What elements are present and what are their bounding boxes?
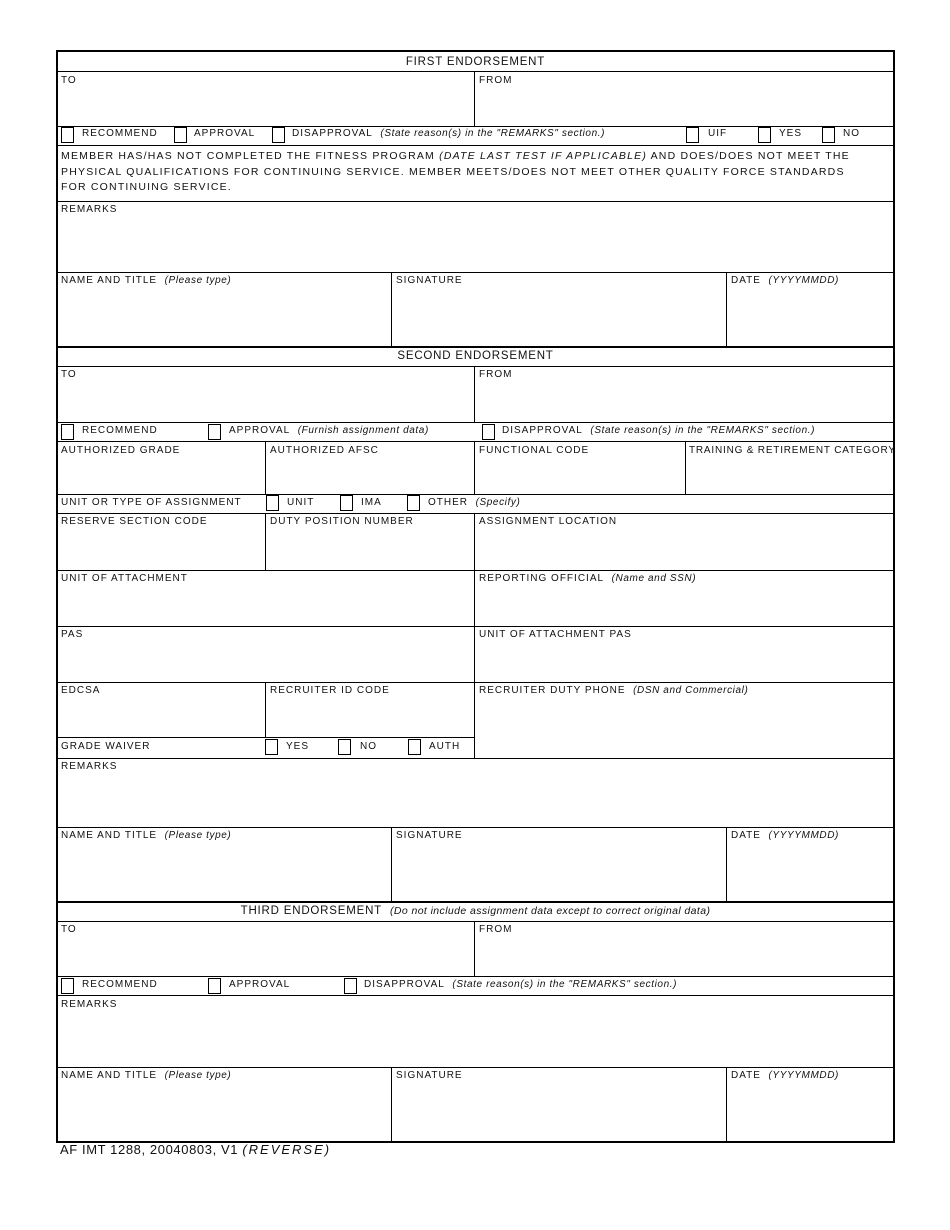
second-disapproval-checkbox[interactable] xyxy=(482,424,495,440)
grade-waiver-auth-checkbox[interactable] xyxy=(408,739,421,755)
other-label: OTHER (Specify) xyxy=(428,497,521,508)
first-approval-checkbox[interactable] xyxy=(174,127,187,143)
reporting-official-label: REPORTING OFFICIAL (Name and SSN) xyxy=(479,573,697,584)
second-endorsement-header: SECOND ENDORSEMENT xyxy=(397,350,554,362)
second-from-label: FROM xyxy=(479,369,513,380)
grade-waiver-yes-label: YES xyxy=(286,741,310,752)
grade-waiver-no-label: NO xyxy=(360,741,377,752)
grade-waiver-auth-label: AUTH xyxy=(429,741,461,752)
unit-type-label: UNIT OR TYPE OF ASSIGNMENT xyxy=(61,497,242,508)
third-name-title-label: NAME AND TITLE (Please type) xyxy=(61,1070,232,1081)
first-no-checkbox[interactable] xyxy=(822,127,835,143)
recruiter-duty-phone-label: RECRUITER DUTY PHONE (DSN and Commercial) xyxy=(479,685,749,696)
first-to-label: TO xyxy=(61,75,77,86)
edcsa-label: EDCSA xyxy=(61,685,101,696)
grade-waiver-no-checkbox[interactable] xyxy=(338,739,351,755)
second-date-label: DATE (YYYYMMDD) xyxy=(731,830,839,841)
first-approval-label: APPROVAL xyxy=(194,128,256,139)
pas-label: PAS xyxy=(61,629,84,640)
first-no-label: NO xyxy=(843,128,860,139)
first-yes-label: YES xyxy=(779,128,803,139)
grade-waiver-yes-checkbox[interactable] xyxy=(265,739,278,755)
third-recommend-checkbox[interactable] xyxy=(61,978,74,994)
first-recommend-label: RECOMMEND xyxy=(82,128,158,139)
form-footer: AF IMT 1288, 20040803, V1 (REVERSE) xyxy=(60,1142,332,1157)
third-disapproval-label: DISAPPROVAL (State reason(s) in the "REMARKS" section.) xyxy=(364,979,678,990)
authorized-grade-label: AUTHORIZED GRADE xyxy=(61,445,181,456)
first-fitness-statement: MEMBER HAS/HAS NOT COMPLETED THE FITNESS PROGRAM (DATE LAST TEST IF APPLICABLE) AND DOES/DOES NOT MEET THE PHYSICAL QUALIFICATIONS FOR CONTINUING SERVICE. MEMBER MEETS/DOES NOT MEET OTHER QUALITY FORCE STANDARDS FOR CONTINUING SERVICE. xyxy=(61,150,850,193)
endorsement-form xyxy=(56,50,895,1143)
unit-of-attachment-pas-label: UNIT OF ATTACHMENT PAS xyxy=(479,629,632,640)
unit-checkbox[interactable] xyxy=(266,495,279,511)
third-disapproval-checkbox[interactable] xyxy=(344,978,357,994)
first-yes-checkbox[interactable] xyxy=(758,127,771,143)
second-recommend-label: RECOMMEND xyxy=(82,425,158,436)
third-endorsement-header: THIRD ENDORSEMENT (Do not include assignment data except to correct original data) xyxy=(240,905,711,917)
duty-position-number-label: DUTY POSITION NUMBER xyxy=(270,516,414,527)
second-remarks-label: REMARKS xyxy=(61,761,118,772)
unit-label: UNIT xyxy=(287,497,315,508)
training-retirement-label: TRAINING & RETIREMENT CATEGORY xyxy=(689,445,896,456)
third-recommend-label: RECOMMEND xyxy=(82,979,158,990)
assignment-location-label: ASSIGNMENT LOCATION xyxy=(479,516,618,527)
first-uif-label: UIF xyxy=(708,128,728,139)
unit-of-attachment-label: UNIT OF ATTACHMENT xyxy=(61,573,188,584)
third-date-label: DATE (YYYYMMDD) xyxy=(731,1070,839,1081)
third-approval-checkbox[interactable] xyxy=(208,978,221,994)
ima-label: IMA xyxy=(361,497,382,508)
second-approval-checkbox[interactable] xyxy=(208,424,221,440)
third-signature-label: SIGNATURE xyxy=(396,1070,463,1081)
first-name-title-label: NAME AND TITLE (Please type) xyxy=(61,275,232,286)
second-recommend-checkbox[interactable] xyxy=(61,424,74,440)
second-approval-label: APPROVAL (Furnish assignment data) xyxy=(229,425,429,436)
third-to-label: TO xyxy=(61,924,77,935)
first-disapproval-checkbox[interactable] xyxy=(272,127,285,143)
third-approval-label: APPROVAL xyxy=(229,979,291,990)
reserve-section-code-label: RESERVE SECTION CODE xyxy=(61,516,208,527)
first-recommend-checkbox[interactable] xyxy=(61,127,74,143)
second-disapproval-label: DISAPPROVAL (State reason(s) in the "REMARKS" section.) xyxy=(502,425,816,436)
recruiter-id-code-label: RECRUITER ID CODE xyxy=(270,685,390,696)
second-signature-label: SIGNATURE xyxy=(396,830,463,841)
first-endorsement-header: FIRST ENDORSEMENT xyxy=(405,56,546,68)
first-uif-checkbox[interactable] xyxy=(686,127,699,143)
first-remarks-label: REMARKS xyxy=(61,204,118,215)
first-disapproval-label: DISAPPROVAL (State reason(s) in the "REMARKS" section.) xyxy=(292,128,606,139)
grade-waiver-label: GRADE WAIVER xyxy=(61,741,151,752)
third-from-label: FROM xyxy=(479,924,513,935)
other-checkbox[interactable] xyxy=(407,495,420,511)
functional-code-label: FUNCTIONAL CODE xyxy=(479,445,590,456)
second-name-title-label: NAME AND TITLE (Please type) xyxy=(61,830,232,841)
first-from-label: FROM xyxy=(479,75,513,86)
authorized-afsc-label: AUTHORIZED AFSC xyxy=(270,445,379,456)
first-signature-label: SIGNATURE xyxy=(396,275,463,286)
first-date-label: DATE (YYYYMMDD) xyxy=(731,275,839,286)
third-remarks-label: REMARKS xyxy=(61,999,118,1010)
ima-checkbox[interactable] xyxy=(340,495,353,511)
second-to-label: TO xyxy=(61,369,77,380)
